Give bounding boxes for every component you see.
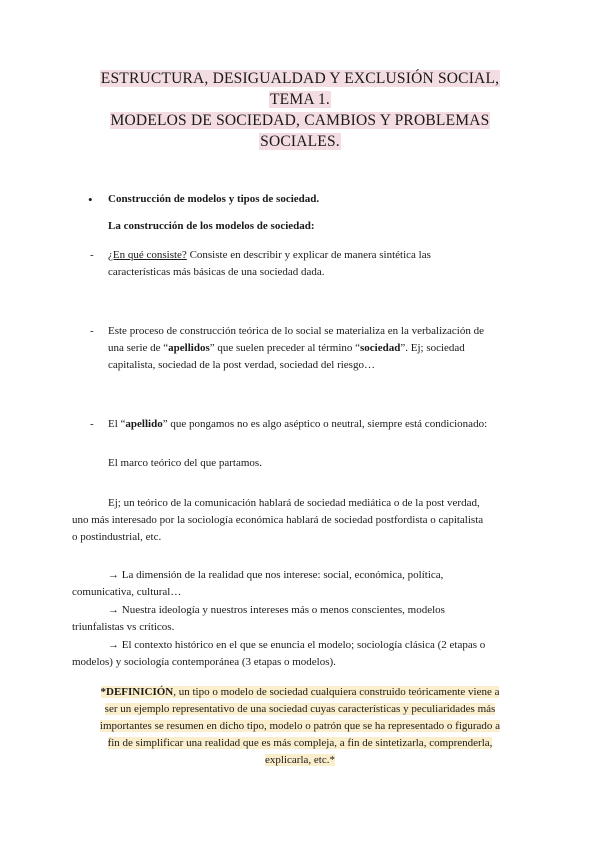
definition-line-3: importantes se resumen en dicho tipo, modelo o patrón que se ha representado o figurado a [99, 720, 501, 732]
arrow-item-2 [72, 602, 445, 636]
item-2-text: una serie de “ [108, 342, 169, 354]
item-2-line-1: Este proceso de construcción teórica de lo social se materializa en la verbalización de [108, 325, 484, 337]
question-text: ¿En qué consiste? [108, 249, 187, 261]
title-line-4: SOCIALES. [260, 133, 340, 150]
item-3-text: ” que pongamos no es algo aséptico o neutral, siempre está condicionado: [162, 418, 488, 430]
apellidos-term: apellidos [168, 342, 210, 354]
item-1-line-2: características más básicas de una sociedad dada. [108, 266, 325, 278]
dash-marker: - [90, 418, 94, 430]
item-3 [108, 416, 487, 433]
title-line-2: TEMA 1. [270, 91, 330, 108]
arrow-3-line-1: → El contexto histórico en el que se enuncia el modelo; sociología clásica (2 etapas o [108, 639, 486, 651]
item-1-line-1: Consiste en describir y explicar de manera sintética las [186, 249, 431, 261]
definition-line-1: , un tipo o modelo de sociedad cualquiera construido teóricamente viene a [173, 686, 500, 698]
item-3-text: El “ [108, 418, 126, 430]
definition-box [78, 684, 522, 769]
title-line-3: MODELOS DE SOCIEDAD, CAMBIOS Y PROBLEMAS [110, 112, 490, 129]
dash-marker: - [90, 249, 94, 261]
bullet-icon: • [88, 192, 93, 207]
definition-line-4: fin de simplificar una realidad que es más compleja, a fin de sintetizarla, comprenderla, [107, 737, 493, 749]
arrow-1-line-2: comunicativa, cultural… [72, 586, 182, 598]
item-2-text: ”. Ej; sociedad [400, 342, 465, 354]
arrow-3-line-2: modelos) y sociología contemporánea (3 etapas o modelos). [72, 656, 336, 668]
example-line-2: uno más interesado por la sociología económica hablará de sociedad postfordista o capitalista [72, 514, 484, 526]
dash-marker: - [90, 325, 94, 337]
title-line-1: ESTRUCTURA, DESIGUALDAD Y EXCLUSIÓN SOCIAL, [100, 70, 500, 87]
arrow-2-line-1: → Nuestra ideología y nuestros intereses más o menos conscientes, modelos [108, 604, 445, 616]
example-paragraph [72, 495, 483, 546]
marco-teorico: El marco teórico del que partamos. [108, 457, 262, 469]
subheading: La construcción de los modelos de sociedad: [108, 220, 315, 232]
arrow-item-1 [72, 567, 443, 601]
item-2 [108, 323, 484, 374]
arrow-item-3 [72, 637, 485, 671]
apellido-term: apellido [125, 418, 163, 430]
item-2-line-3: capitalista, sociedad de la post verdad, sociedad del riesgo… [108, 359, 375, 371]
section-heading: Construcción de modelos y tipos de sociedad. [108, 193, 320, 205]
sociedad-term: sociedad [360, 342, 401, 354]
item-1 [108, 247, 431, 281]
item-2-text: ” que suelen preceder al término “ [209, 342, 361, 354]
arrow-2-line-2: triunfalistas vs críticos. [72, 621, 175, 633]
definition-label: *DEFINICIÓN [100, 686, 174, 698]
arrow-1-line-1: → La dimensión de la realidad que nos interese: social, económica, política, [108, 569, 444, 581]
document-title [60, 68, 540, 152]
example-line-3: o postindustrial, etc. [72, 531, 162, 543]
example-line-1: Ej; un teórico de la comunicación hablará de sociedad mediática o de la post verdad, [108, 497, 480, 509]
definition-line-5: explicarla, etc.* [265, 754, 335, 766]
definition-line-2: ser un ejemplo representativo de una sociedad cuyas características y peculiaridades más [104, 703, 496, 715]
